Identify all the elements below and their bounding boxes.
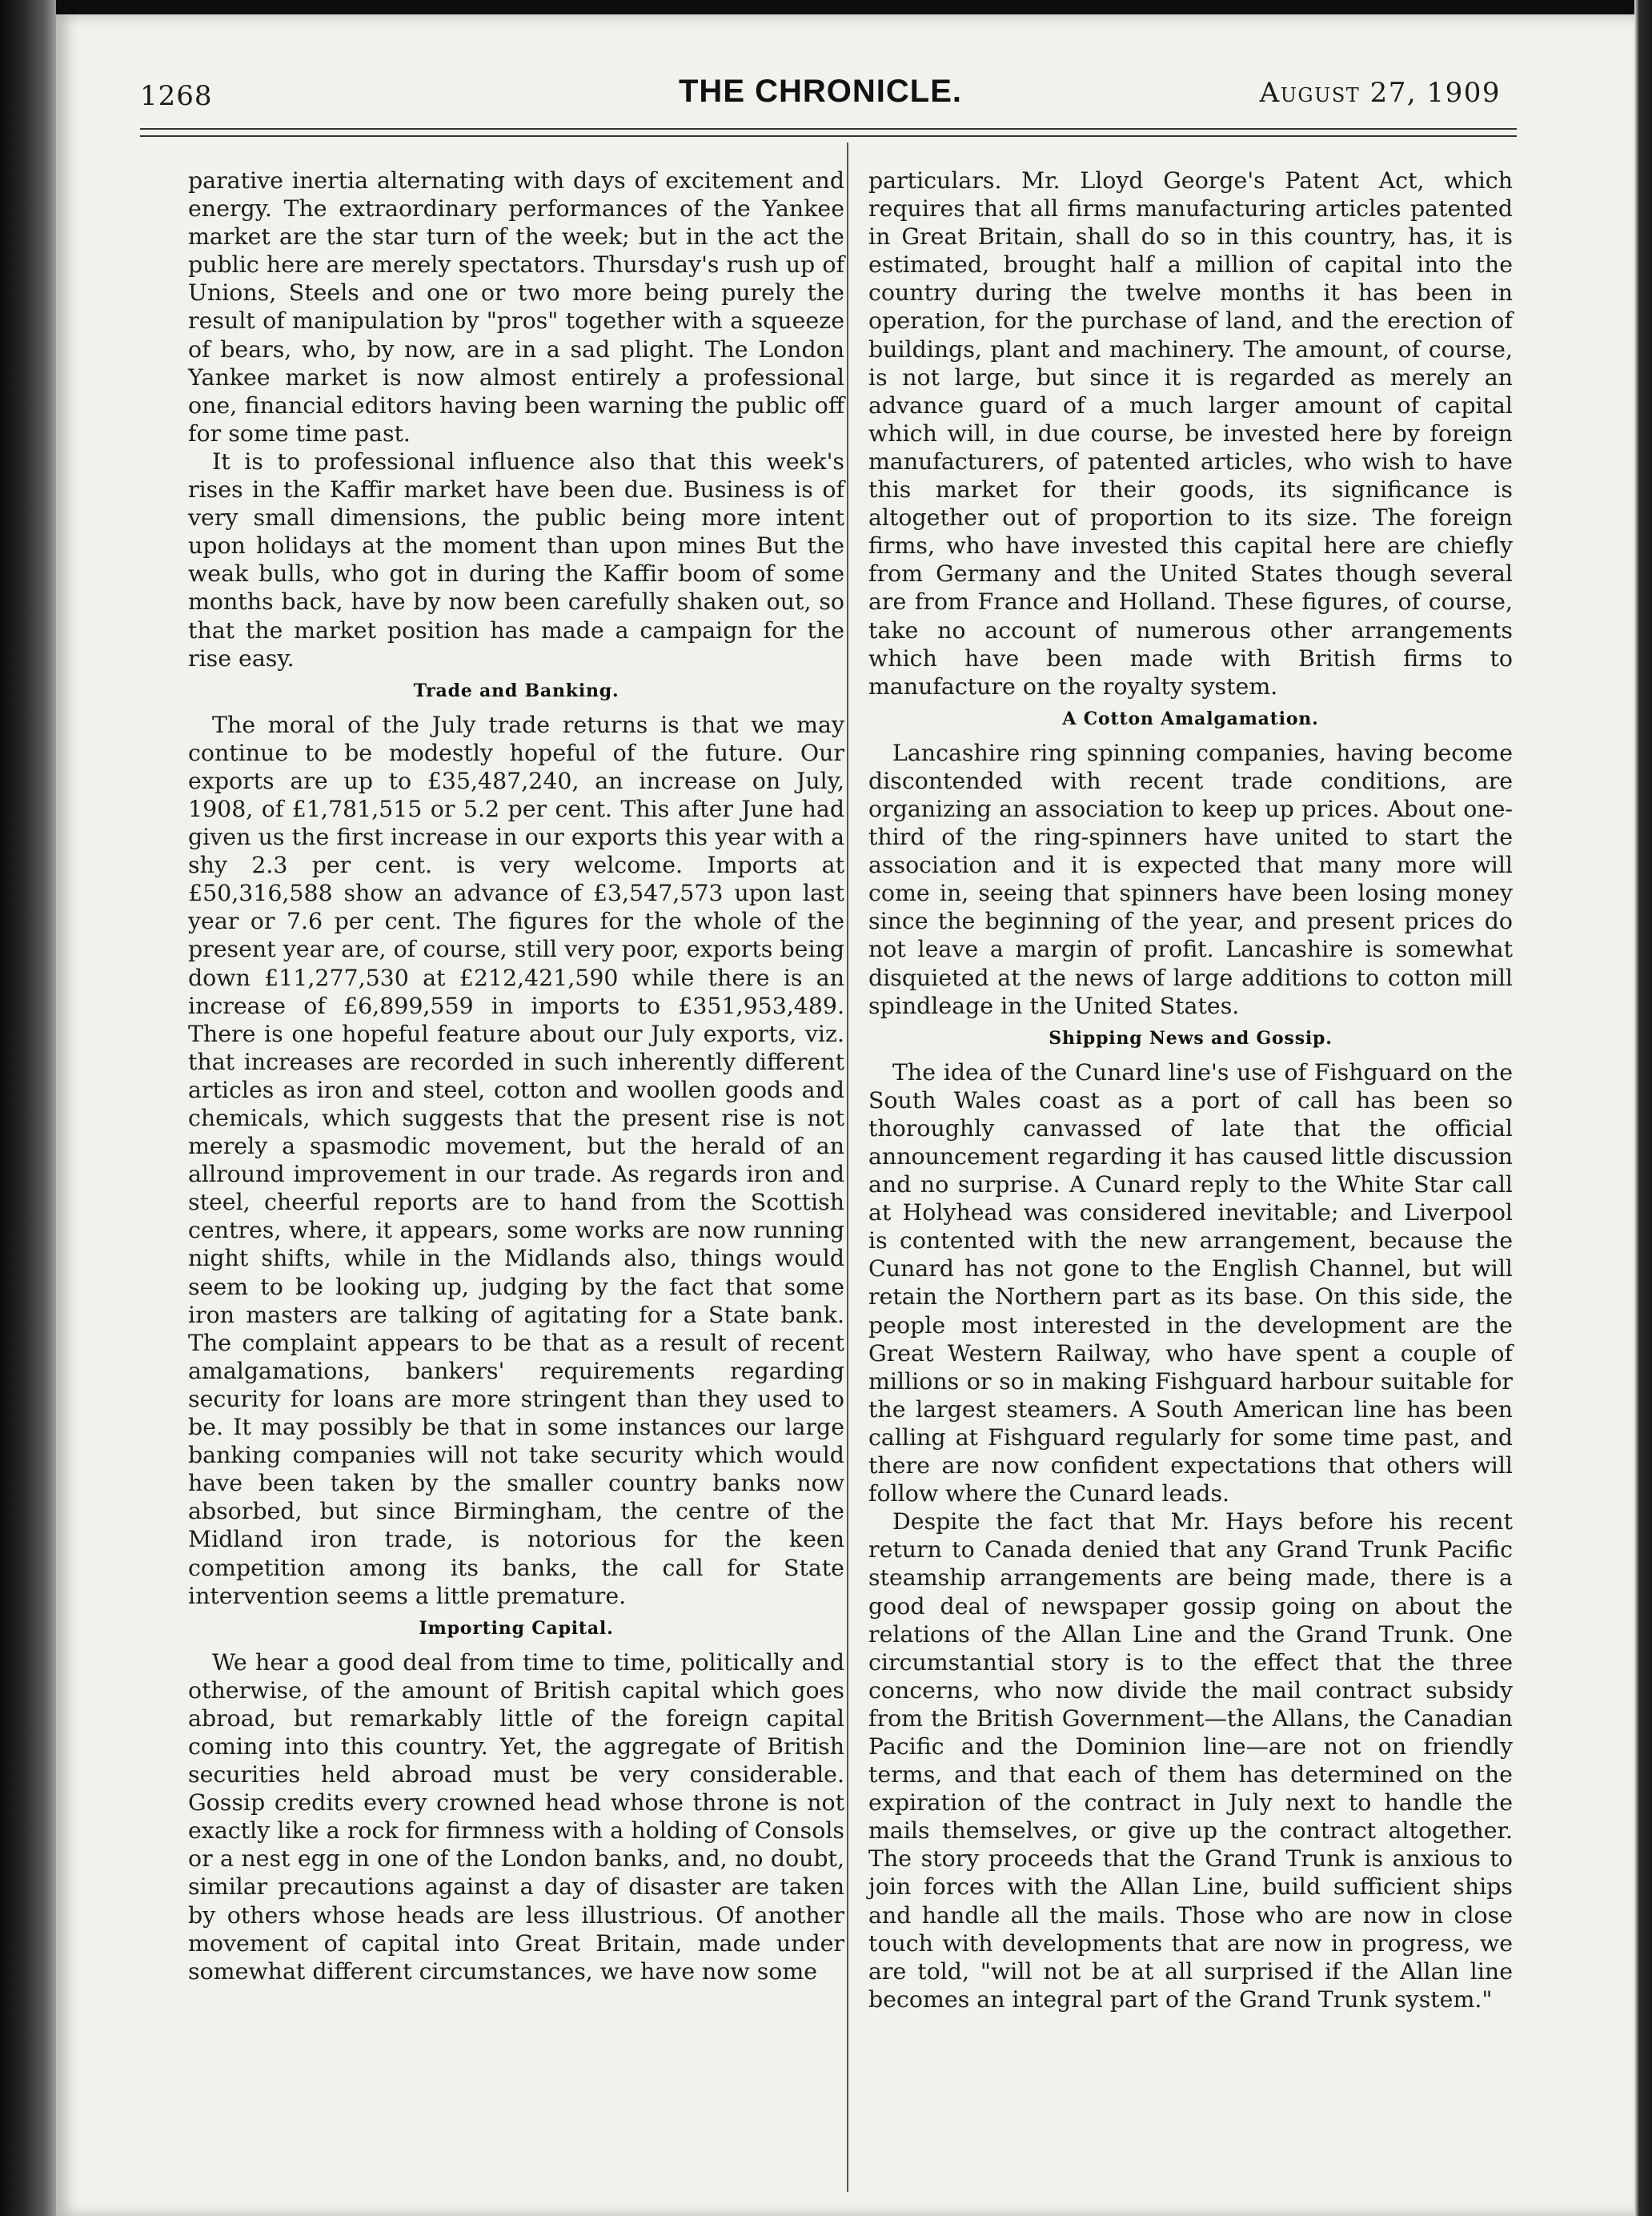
paragraph: The moral of the July trade returns is that we may continue to be modestly hopeful of the future. Our exports are up to £35,487,240, an increase on July, 1908, of £1,781,515 or 5.2 per cent. This after June had given us the first increase in our exports this year with a shy 2.3 per cent. is very welcome. Imports at £50,316,588 show an advance of £3,547,573 upon last year or 7.6 per cent. The figures for the whole of the present year are, of course, still very poor, exports being down £11,277,530 at £212,421,590 while there is an increase of £6,899,559 in imports to £351,953,489. There is one hopeful feature about our July exports, viz. that increases are recorded in such inherently different articles as iron and steel, cotton and woollen goods and chemicals, which suggests that the present rise is not merely a spasmodic movement, but the herald of an allround improvement in our trade. As regards iron and steel, cheerful reports are to hand from the Scottish centres, where, it appears, some works are now running night shifts, while in the Midlands also, things would seem to be looking up, judging by the fact that some iron masters are talking of agitating for a State bank. The complaint appears to be that as a result of recent amalgamations, bankers' requirements regarding security for loans are more stringent than they used to be. It may possibly be that in some instances our large banking companies will not take security which would have been taken by the smaller country banks now absorbed, but since Birmingham, the centre of the Midland iron trade, is notorious for the keen competition among its banks, the call for State intervention seems a little premature. <box>188 711 844 1609</box>
scan-border-top <box>0 0 1652 14</box>
paragraph: It is to professional influence also that this week's rises in the Kaffir market have been due. Business is of very small dimensions, the public being more intent upon holidays at the moment than upon mines But the weak bulls, who got in during the Kaffir boom of some months back, have by now been carefully shaken out, so that the market position has made a campaign for the rise easy. <box>188 448 844 672</box>
section-heading-importing-capital: Importing Capital. <box>419 1617 614 1639</box>
paragraph: particulars. Mr. Lloyd George's Patent Act, which requires that all firms manufacturing articles patented in Great Britain, shall do so in this country, has, it is estimated, brought half a million of capital into the country during the twelve months it has been in operation, for the purchase of land, and the erection of buildings, plant and machinery. The amount, of course, is not large, but since it is regarded as merely an advance guard of a much larger amount of capital which will, in due course, be invested here by foreign manufacturers, of patented articles, who wish to have this market for their goods, its significance is altogether out of proportion to its size. The foreign firms, who have invested this capital here are chiefly from Germany and the United States though several are from France and Holland. These figures, of course, take no account of numerous other arrangements which have been made with British firms to manufacture on the royalty system. <box>868 167 1513 700</box>
page-number: 1268 <box>140 80 213 112</box>
section-heading-trade-banking: Trade and Banking. <box>413 680 620 701</box>
paragraph: Despite the fact that Mr. Hays before his recent return to Canada denied that any Grand Trunk Pacific steamship arrangements are being made, there is a good deal of newspaper gossip going on about the relations of the Allan Line and the Grand Trunk. One circumstantial story is to the effect that the three concerns, who now divide the mail contract subsidy from the British Government—the Allans, the Canadian Pacific and the Dominion line—are not on friendly terms, and that each of them has determined on the expiration of the contract in July next to handle the mails themselves, or give up the contract altogether. The story proceeds that the Grand Trunk is anxious to join forces with the Allan Line, build sufficient ships and handle all the mails. Those who are now in close touch with developments that are now in progress, we are told, "will not be at all surprised if the Allan line becomes an integral part of the Grand Trunk system." <box>868 1508 1513 2013</box>
paragraph: Lancashire ring spinning companies, having become discontended with recent trade conditions, are organizing an association to keep up prices. About one-third of the ring-spinners have united to start the association and it is expected that many more will come in, seeing that spinners have been losing money since the beginning of the year, and present prices do not leave a margin of profit. Lancashire is somewhat disquieted at the news of large additions to cotton mill spindleage in the United States. <box>868 739 1513 1019</box>
page-header <box>140 70 1501 126</box>
section-heading-shipping-news: Shipping News and Gossip. <box>1049 1027 1333 1049</box>
scan-binding-shadow <box>0 0 56 2216</box>
section-heading-cotton-amalgamation: A Cotton Amalgamation. <box>1062 708 1319 729</box>
column-divider <box>847 143 848 2192</box>
issue-date: August 27, 1909 <box>1259 77 1501 109</box>
left-column <box>188 167 844 1985</box>
header-rule <box>140 128 1517 137</box>
scan-border-right <box>1634 0 1652 2216</box>
paragraph: We hear a good deal from time to time, politically and otherwise, of the amount of British capital which goes abroad, but remarkably little of the foreign capital coming into this country. Yet, the aggregate of British securities held abroad must be very considerable. Gossip credits every crowned head whose throne is not exactly like a rock for firmness with a holding of Consols or a nest egg in one of the London banks, and, no doubt, similar precautions against a day of disaster are taken by others whose heads are less illustrious. Of another movement of capital into Great Britain, made under somewhat different circumstances, we have now some <box>188 1648 844 1985</box>
publication-title: THE CHRONICLE. <box>679 74 962 109</box>
paragraph: parative inertia alternating with days of excitement and energy. The extraordinary performances of the Yankee market are the star turn of the week; but in the act the public here are merely spectators. Thursday's rush up of Unions, Steels and one or two more being purely the result of manipulation by "pros" together with a squeeze of bears, who, by now, are in a sad plight. The London Yankee market is now almost entirely a professional one, financial editors having been warning the public off for some time past. <box>188 167 844 447</box>
right-column <box>868 167 1513 2013</box>
paragraph: The idea of the Cunard line's use of Fishguard on the South Wales coast as a port of call has been so thoroughly canvassed of late that the official announcement regarding it has caused little discussion and no surprise. A Cunard reply to the White Star call at Holyhead was considered inevitable; and Liverpool is contented with the new arrangement, because the Cunard has not gone to the English Channel, but will retain the Northern part as its base. On this side, the people most interested in the development are the Great Western Railway, who have spent a couple of millions or so in making Fishguard harbour suitable for the largest steamers. A South American line has been calling at Fishguard regularly for some time past, and there are now confident expectations that others will follow where the Cunard leads. <box>868 1058 1513 1507</box>
